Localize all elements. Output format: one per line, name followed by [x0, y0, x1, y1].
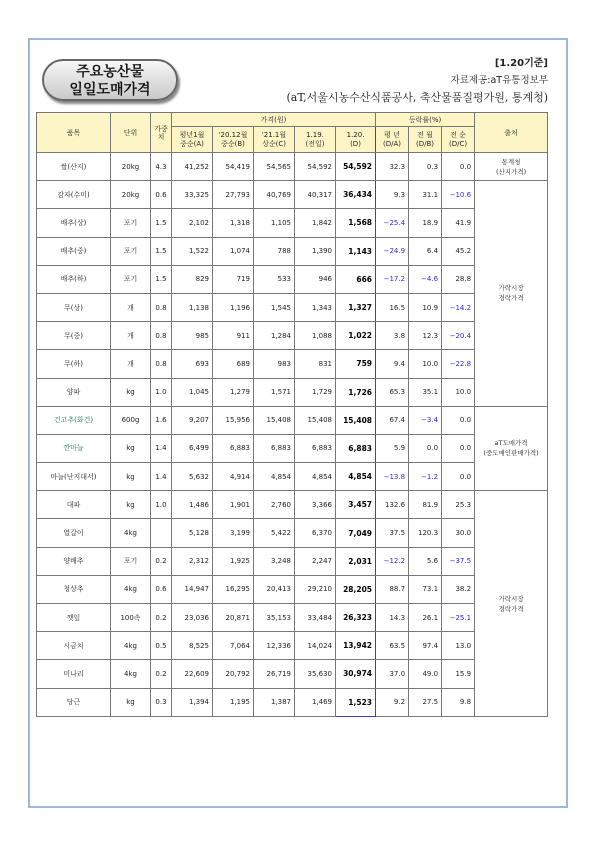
header-unit: 단위 — [111, 113, 151, 153]
title-line-2: 일일도매가격 — [69, 82, 151, 98]
cell-r-da: 67.4 — [376, 406, 409, 434]
cell-weight: 1.5 — [151, 265, 172, 293]
header-col-c-line2: 상순(C) — [262, 139, 286, 148]
cell-r-db: 120.3 — [409, 519, 442, 547]
cell-prev: 1,343 — [295, 293, 336, 321]
cell-d: 26,323 — [336, 604, 376, 632]
cell-d: 6,883 — [336, 434, 376, 462]
source-line-2: 경락가격 — [498, 294, 524, 303]
header-rate-dc-line1: 전 순 — [450, 130, 466, 139]
cell-b: 20,792 — [213, 660, 254, 688]
cell-b: 27,793 — [213, 181, 254, 209]
cell-prev: 1,390 — [295, 237, 336, 265]
cell-b: 1,279 — [213, 378, 254, 406]
cell-c: 1,284 — [254, 322, 295, 350]
cell-item: 미나리 — [37, 660, 111, 688]
cell-r-da: 9.2 — [376, 688, 409, 716]
cell-unit: 4kg — [111, 660, 151, 688]
cell-r-db: 18.9 — [409, 209, 442, 237]
cell-d: 1,022 — [336, 322, 376, 350]
cell-r-da: 37.5 — [376, 519, 409, 547]
cell-item: 무(중) — [37, 322, 111, 350]
cell-c: 5,422 — [254, 519, 295, 547]
cell-item: 깻잎 — [37, 604, 111, 632]
cell-item: 당근 — [37, 688, 111, 716]
title-badge — [42, 59, 178, 101]
cell-r-dc: 28.8 — [442, 265, 475, 293]
cell-weight: 1.6 — [151, 406, 172, 434]
cell-r-db: 5.6 — [409, 547, 442, 575]
title-line-1: 주요농산물 — [76, 64, 144, 80]
header-price-group: 가격(원) — [172, 113, 376, 127]
cell-a: 1,486 — [172, 491, 213, 519]
cell-c: 35,153 — [254, 604, 295, 632]
cell-b: 1,901 — [213, 491, 254, 519]
cell-weight: 1.0 — [151, 378, 172, 406]
cell-r-dc: 0.0 — [442, 406, 475, 434]
cell-unit: 600g — [111, 406, 151, 434]
cell-unit: 4kg — [111, 519, 151, 547]
cell-r-db: 0.0 — [409, 434, 442, 462]
cell-item: 쌀(산지) — [37, 153, 111, 181]
cell-r-da: −25.4 — [376, 209, 409, 237]
cell-r-dc: 9.8 — [442, 688, 475, 716]
cell-d: 4,854 — [336, 463, 376, 491]
cell-b: 911 — [213, 322, 254, 350]
cell-a: 41,252 — [172, 153, 213, 181]
cell-a: 985 — [172, 322, 213, 350]
cell-r-dc: 0.0 — [442, 153, 475, 181]
source-agencies: (aT,서울시농수산식품공사, 축산물품질평가원, 통계청) — [286, 91, 548, 104]
cell-b: 1,925 — [213, 547, 254, 575]
cell-unit: 개 — [111, 293, 151, 321]
cell-b: 3,199 — [213, 519, 254, 547]
header-rate-dc — [442, 127, 475, 153]
cell-d: 2,031 — [336, 547, 376, 575]
basis-date: [1.20기준] — [494, 58, 548, 69]
cell-source — [475, 491, 548, 717]
cell-r-da: 63.5 — [376, 632, 409, 660]
cell-r-db: 73.1 — [409, 575, 442, 603]
table-row — [37, 547, 548, 575]
header-item: 품목 — [37, 113, 111, 153]
cell-weight: 0.6 — [151, 181, 172, 209]
cell-prev: 33,484 — [295, 604, 336, 632]
table-row — [37, 350, 548, 378]
cell-weight: 0.8 — [151, 293, 172, 321]
header-col-c-line1: '21.1월 — [261, 130, 287, 139]
table-row — [37, 632, 548, 660]
header-col-d — [336, 127, 376, 153]
header-rate-da-line2: (D/A) — [383, 139, 402, 148]
cell-d: 1,726 — [336, 378, 376, 406]
cell-item: 양파 — [37, 378, 111, 406]
cell-a: 1,394 — [172, 688, 213, 716]
cell-prev: 831 — [295, 350, 336, 378]
cell-unit: 20kg — [111, 181, 151, 209]
cell-weight: 0.3 — [151, 688, 172, 716]
cell-r-da: −12.2 — [376, 547, 409, 575]
cell-r-da: 5.9 — [376, 434, 409, 462]
cell-item: 열갈이 — [37, 519, 111, 547]
table-row — [37, 491, 548, 519]
cell-a: 1,045 — [172, 378, 213, 406]
cell-item: 양배추 — [37, 547, 111, 575]
cell-b: 16,295 — [213, 575, 254, 603]
cell-prev: 2,247 — [295, 547, 336, 575]
cell-unit: kg — [111, 491, 151, 519]
header-col-b-line2: 중순(B) — [221, 139, 245, 148]
cell-a: 5,128 — [172, 519, 213, 547]
header-col-a — [172, 127, 213, 153]
cell-r-dc: 45.2 — [442, 237, 475, 265]
cell-weight: 0.5 — [151, 632, 172, 660]
cell-c: 4,854 — [254, 463, 295, 491]
source-line-1: 가락시장 — [498, 284, 524, 293]
price-table — [36, 112, 548, 717]
cell-r-da: 14.3 — [376, 604, 409, 632]
cell-r-db: 12.3 — [409, 322, 442, 350]
cell-a: 2,312 — [172, 547, 213, 575]
cell-item: 대파 — [37, 491, 111, 519]
cell-c: 2,760 — [254, 491, 295, 519]
cell-r-db: 35.1 — [409, 378, 442, 406]
table-row — [37, 406, 548, 434]
table-row — [37, 153, 548, 181]
cell-weight: 0.2 — [151, 547, 172, 575]
cell-d: 36,434 — [336, 181, 376, 209]
cell-c: 1,571 — [254, 378, 295, 406]
cell-r-db: 97.4 — [409, 632, 442, 660]
cell-weight: 1.5 — [151, 209, 172, 237]
cell-c: 3,248 — [254, 547, 295, 575]
table-row — [37, 237, 548, 265]
cell-d: 15,408 — [336, 406, 376, 434]
cell-r-da: −13.8 — [376, 463, 409, 491]
cell-c: 788 — [254, 237, 295, 265]
cell-unit: 포기 — [111, 237, 151, 265]
header-col-d-line1: 1.20. — [346, 130, 365, 139]
cell-b: 1,196 — [213, 293, 254, 321]
header-col-a-line1: 평년1월 — [179, 130, 205, 139]
header-source: 출처 — [475, 113, 548, 153]
cell-item: 배추(상) — [37, 209, 111, 237]
cell-prev: 1,729 — [295, 378, 336, 406]
cell-a: 829 — [172, 265, 213, 293]
cell-r-dc: −25.1 — [442, 604, 475, 632]
header-rate-da — [376, 127, 409, 153]
cell-d: 54,592 — [336, 153, 376, 181]
cell-weight: 0.8 — [151, 350, 172, 378]
cell-a: 23,036 — [172, 604, 213, 632]
cell-b: 1,195 — [213, 688, 254, 716]
cell-r-da: 132.6 — [376, 491, 409, 519]
cell-item: 감자(수미) — [37, 181, 111, 209]
header-col-prev-line1: 1.19. — [306, 130, 324, 139]
table-row — [37, 463, 548, 491]
source-line-1: 가락시장 — [498, 594, 524, 603]
header-col-prev-line2: (전일) — [305, 139, 325, 148]
cell-d: 1,568 — [336, 209, 376, 237]
cell-unit: 포기 — [111, 209, 151, 237]
cell-a: 33,325 — [172, 181, 213, 209]
cell-source — [475, 406, 548, 491]
cell-prev: 6,883 — [295, 434, 336, 462]
cell-r-db: 10.9 — [409, 293, 442, 321]
header-col-b — [213, 127, 254, 153]
table-row — [37, 293, 548, 321]
table-row — [37, 604, 548, 632]
source-line-1: aT도매가격 — [494, 439, 528, 448]
cell-r-db: 49.0 — [409, 660, 442, 688]
cell-item: 마늘(난지대서) — [37, 463, 111, 491]
cell-weight: 1.4 — [151, 434, 172, 462]
cell-c: 1,387 — [254, 688, 295, 716]
cell-b: 7,064 — [213, 632, 254, 660]
cell-a: 14,947 — [172, 575, 213, 603]
cell-unit: kg — [111, 434, 151, 462]
header-rate-db-line2: (D/B) — [416, 139, 435, 148]
cell-weight: 1.4 — [151, 463, 172, 491]
cell-a: 693 — [172, 350, 213, 378]
cell-r-dc: −20.4 — [442, 322, 475, 350]
table-row — [37, 688, 548, 716]
cell-unit: kg — [111, 378, 151, 406]
cell-c: 1,105 — [254, 209, 295, 237]
cell-item: 배추(하) — [37, 265, 111, 293]
cell-item: 깐마늘 — [37, 434, 111, 462]
cell-r-da: 37.0 — [376, 660, 409, 688]
cell-a: 9,207 — [172, 406, 213, 434]
cell-prev: 54,592 — [295, 153, 336, 181]
table-row — [37, 209, 548, 237]
cell-r-da: −24.9 — [376, 237, 409, 265]
cell-a: 1,138 — [172, 293, 213, 321]
source-line-1: 통계청 — [501, 157, 521, 166]
cell-r-db: −4.6 — [409, 265, 442, 293]
cell-weight: 0.6 — [151, 575, 172, 603]
cell-c: 20,413 — [254, 575, 295, 603]
header-rate-db-line1: 전 월 — [417, 130, 433, 139]
table-row — [37, 265, 548, 293]
header-col-b-line1: '20.12월 — [218, 130, 248, 139]
cell-r-db: 6.4 — [409, 237, 442, 265]
cell-d: 1,523 — [336, 688, 376, 716]
header-rate-dc-line2: (D/C) — [448, 139, 468, 148]
cell-d: 28,205 — [336, 575, 376, 603]
cell-unit: 4kg — [111, 575, 151, 603]
cell-unit: 포기 — [111, 265, 151, 293]
cell-a: 8,525 — [172, 632, 213, 660]
cell-r-db: −3.4 — [409, 406, 442, 434]
cell-c: 40,769 — [254, 181, 295, 209]
cell-r-db: 27.5 — [409, 688, 442, 716]
table-row — [37, 660, 548, 688]
cell-item: 무(상) — [37, 293, 111, 321]
cell-prev: 15,408 — [295, 406, 336, 434]
header-col-d-line2: (D) — [350, 139, 361, 148]
header-rate-db — [409, 127, 442, 153]
header-weight-label: 가중치 — [154, 124, 168, 141]
cell-weight: 0.2 — [151, 660, 172, 688]
cell-r-db: 0.3 — [409, 153, 442, 181]
cell-d: 759 — [336, 350, 376, 378]
cell-weight: 1.0 — [151, 491, 172, 519]
cell-weight: 0.8 — [151, 322, 172, 350]
cell-prev: 4,854 — [295, 463, 336, 491]
cell-prev: 3,366 — [295, 491, 336, 519]
cell-r-db: −1.2 — [409, 463, 442, 491]
cell-prev: 1,842 — [295, 209, 336, 237]
header-col-prev — [295, 127, 336, 153]
header-weight — [151, 113, 172, 153]
table-row — [37, 575, 548, 603]
header-rate-group: 등락률(%) — [376, 113, 475, 127]
cell-b: 15,956 — [213, 406, 254, 434]
cell-source — [475, 181, 548, 407]
cell-r-dc: 25.3 — [442, 491, 475, 519]
cell-r-da: 9.4 — [376, 350, 409, 378]
cell-source — [475, 153, 548, 181]
table-row — [37, 181, 548, 209]
cell-b: 20,871 — [213, 604, 254, 632]
cell-r-dc: 41.9 — [442, 209, 475, 237]
cell-weight: 4.3 — [151, 153, 172, 181]
cell-r-dc: −10.6 — [442, 181, 475, 209]
cell-r-dc: 0.0 — [442, 434, 475, 462]
cell-prev: 14,024 — [295, 632, 336, 660]
cell-item: 청상추 — [37, 575, 111, 603]
cell-prev: 6,370 — [295, 519, 336, 547]
cell-d: 1,327 — [336, 293, 376, 321]
cell-c: 1,545 — [254, 293, 295, 321]
cell-c: 54,565 — [254, 153, 295, 181]
table-row — [37, 322, 548, 350]
document-page — [28, 38, 568, 808]
table-row — [37, 519, 548, 547]
cell-a: 1,522 — [172, 237, 213, 265]
cell-prev: 29,210 — [295, 575, 336, 603]
cell-r-da: 9.3 — [376, 181, 409, 209]
table-row — [37, 378, 548, 406]
cell-unit: 100속 — [111, 604, 151, 632]
cell-r-db: 10.0 — [409, 350, 442, 378]
cell-c: 533 — [254, 265, 295, 293]
cell-r-da: 3.8 — [376, 322, 409, 350]
cell-r-dc: 0.0 — [442, 463, 475, 491]
cell-unit: kg — [111, 688, 151, 716]
cell-b: 54,419 — [213, 153, 254, 181]
cell-r-db: 31.1 — [409, 181, 442, 209]
cell-c: 983 — [254, 350, 295, 378]
cell-r-dc: −22.8 — [442, 350, 475, 378]
cell-b: 1,318 — [213, 209, 254, 237]
cell-r-da: −17.2 — [376, 265, 409, 293]
source-line-2: 경락가격 — [498, 604, 524, 613]
cell-c: 26,719 — [254, 660, 295, 688]
cell-r-dc: 38.2 — [442, 575, 475, 603]
cell-weight: 1.5 — [151, 237, 172, 265]
cell-r-da: 32.3 — [376, 153, 409, 181]
cell-prev: 946 — [295, 265, 336, 293]
cell-c: 6,883 — [254, 434, 295, 462]
cell-r-dc: 15.9 — [442, 660, 475, 688]
cell-r-dc: 13.0 — [442, 632, 475, 660]
cell-r-dc: 30.0 — [442, 519, 475, 547]
cell-r-db: 26.1 — [409, 604, 442, 632]
cell-d: 13,942 — [336, 632, 376, 660]
cell-b: 1,074 — [213, 237, 254, 265]
header-rate-da-line1: 평 년 — [384, 130, 400, 139]
header-col-c — [254, 127, 295, 153]
cell-d: 30,974 — [336, 660, 376, 688]
cell-prev: 1,469 — [295, 688, 336, 716]
cell-b: 6,883 — [213, 434, 254, 462]
cell-d: 3,457 — [336, 491, 376, 519]
cell-a: 22,609 — [172, 660, 213, 688]
cell-d: 1,143 — [336, 237, 376, 265]
cell-prev: 35,630 — [295, 660, 336, 688]
cell-unit: 개 — [111, 322, 151, 350]
cell-b: 689 — [213, 350, 254, 378]
cell-c: 12,336 — [254, 632, 295, 660]
cell-d: 7,049 — [336, 519, 376, 547]
cell-unit: kg — [111, 463, 151, 491]
cell-a: 6,499 — [172, 434, 213, 462]
cell-r-dc: −37.5 — [442, 547, 475, 575]
cell-r-da: 65.3 — [376, 378, 409, 406]
table-row — [37, 434, 548, 462]
cell-unit: 개 — [111, 350, 151, 378]
source-provider: 자료제공:aT유통정보부 — [450, 75, 548, 86]
price-table-body — [37, 153, 548, 717]
cell-r-da: 16.5 — [376, 293, 409, 321]
cell-item: 배추(중) — [37, 237, 111, 265]
cell-b: 719 — [213, 265, 254, 293]
cell-prev: 40,317 — [295, 181, 336, 209]
cell-item: 건고추(화건) — [37, 406, 111, 434]
cell-d: 666 — [336, 265, 376, 293]
cell-b: 4,914 — [213, 463, 254, 491]
cell-weight: 0.2 — [151, 604, 172, 632]
cell-unit: 포기 — [111, 547, 151, 575]
cell-unit: 20kg — [111, 153, 151, 181]
cell-a: 5,632 — [172, 463, 213, 491]
cell-unit: 4kg — [111, 632, 151, 660]
cell-a: 2,102 — [172, 209, 213, 237]
source-line-2: (중도매인판매가격) — [483, 449, 539, 458]
cell-r-dc: 10.0 — [442, 378, 475, 406]
header-col-a-line2: 중순(A) — [180, 139, 204, 148]
cell-r-dc: −14.2 — [442, 293, 475, 321]
cell-r-da: 88.7 — [376, 575, 409, 603]
cell-c: 15,408 — [254, 406, 295, 434]
cell-prev: 1,088 — [295, 322, 336, 350]
cell-item: 시금치 — [37, 632, 111, 660]
cell-r-db: 81.9 — [409, 491, 442, 519]
cell-weight — [151, 519, 172, 547]
cell-item: 무(하) — [37, 350, 111, 378]
source-line-2: (산지가격) — [495, 167, 527, 176]
